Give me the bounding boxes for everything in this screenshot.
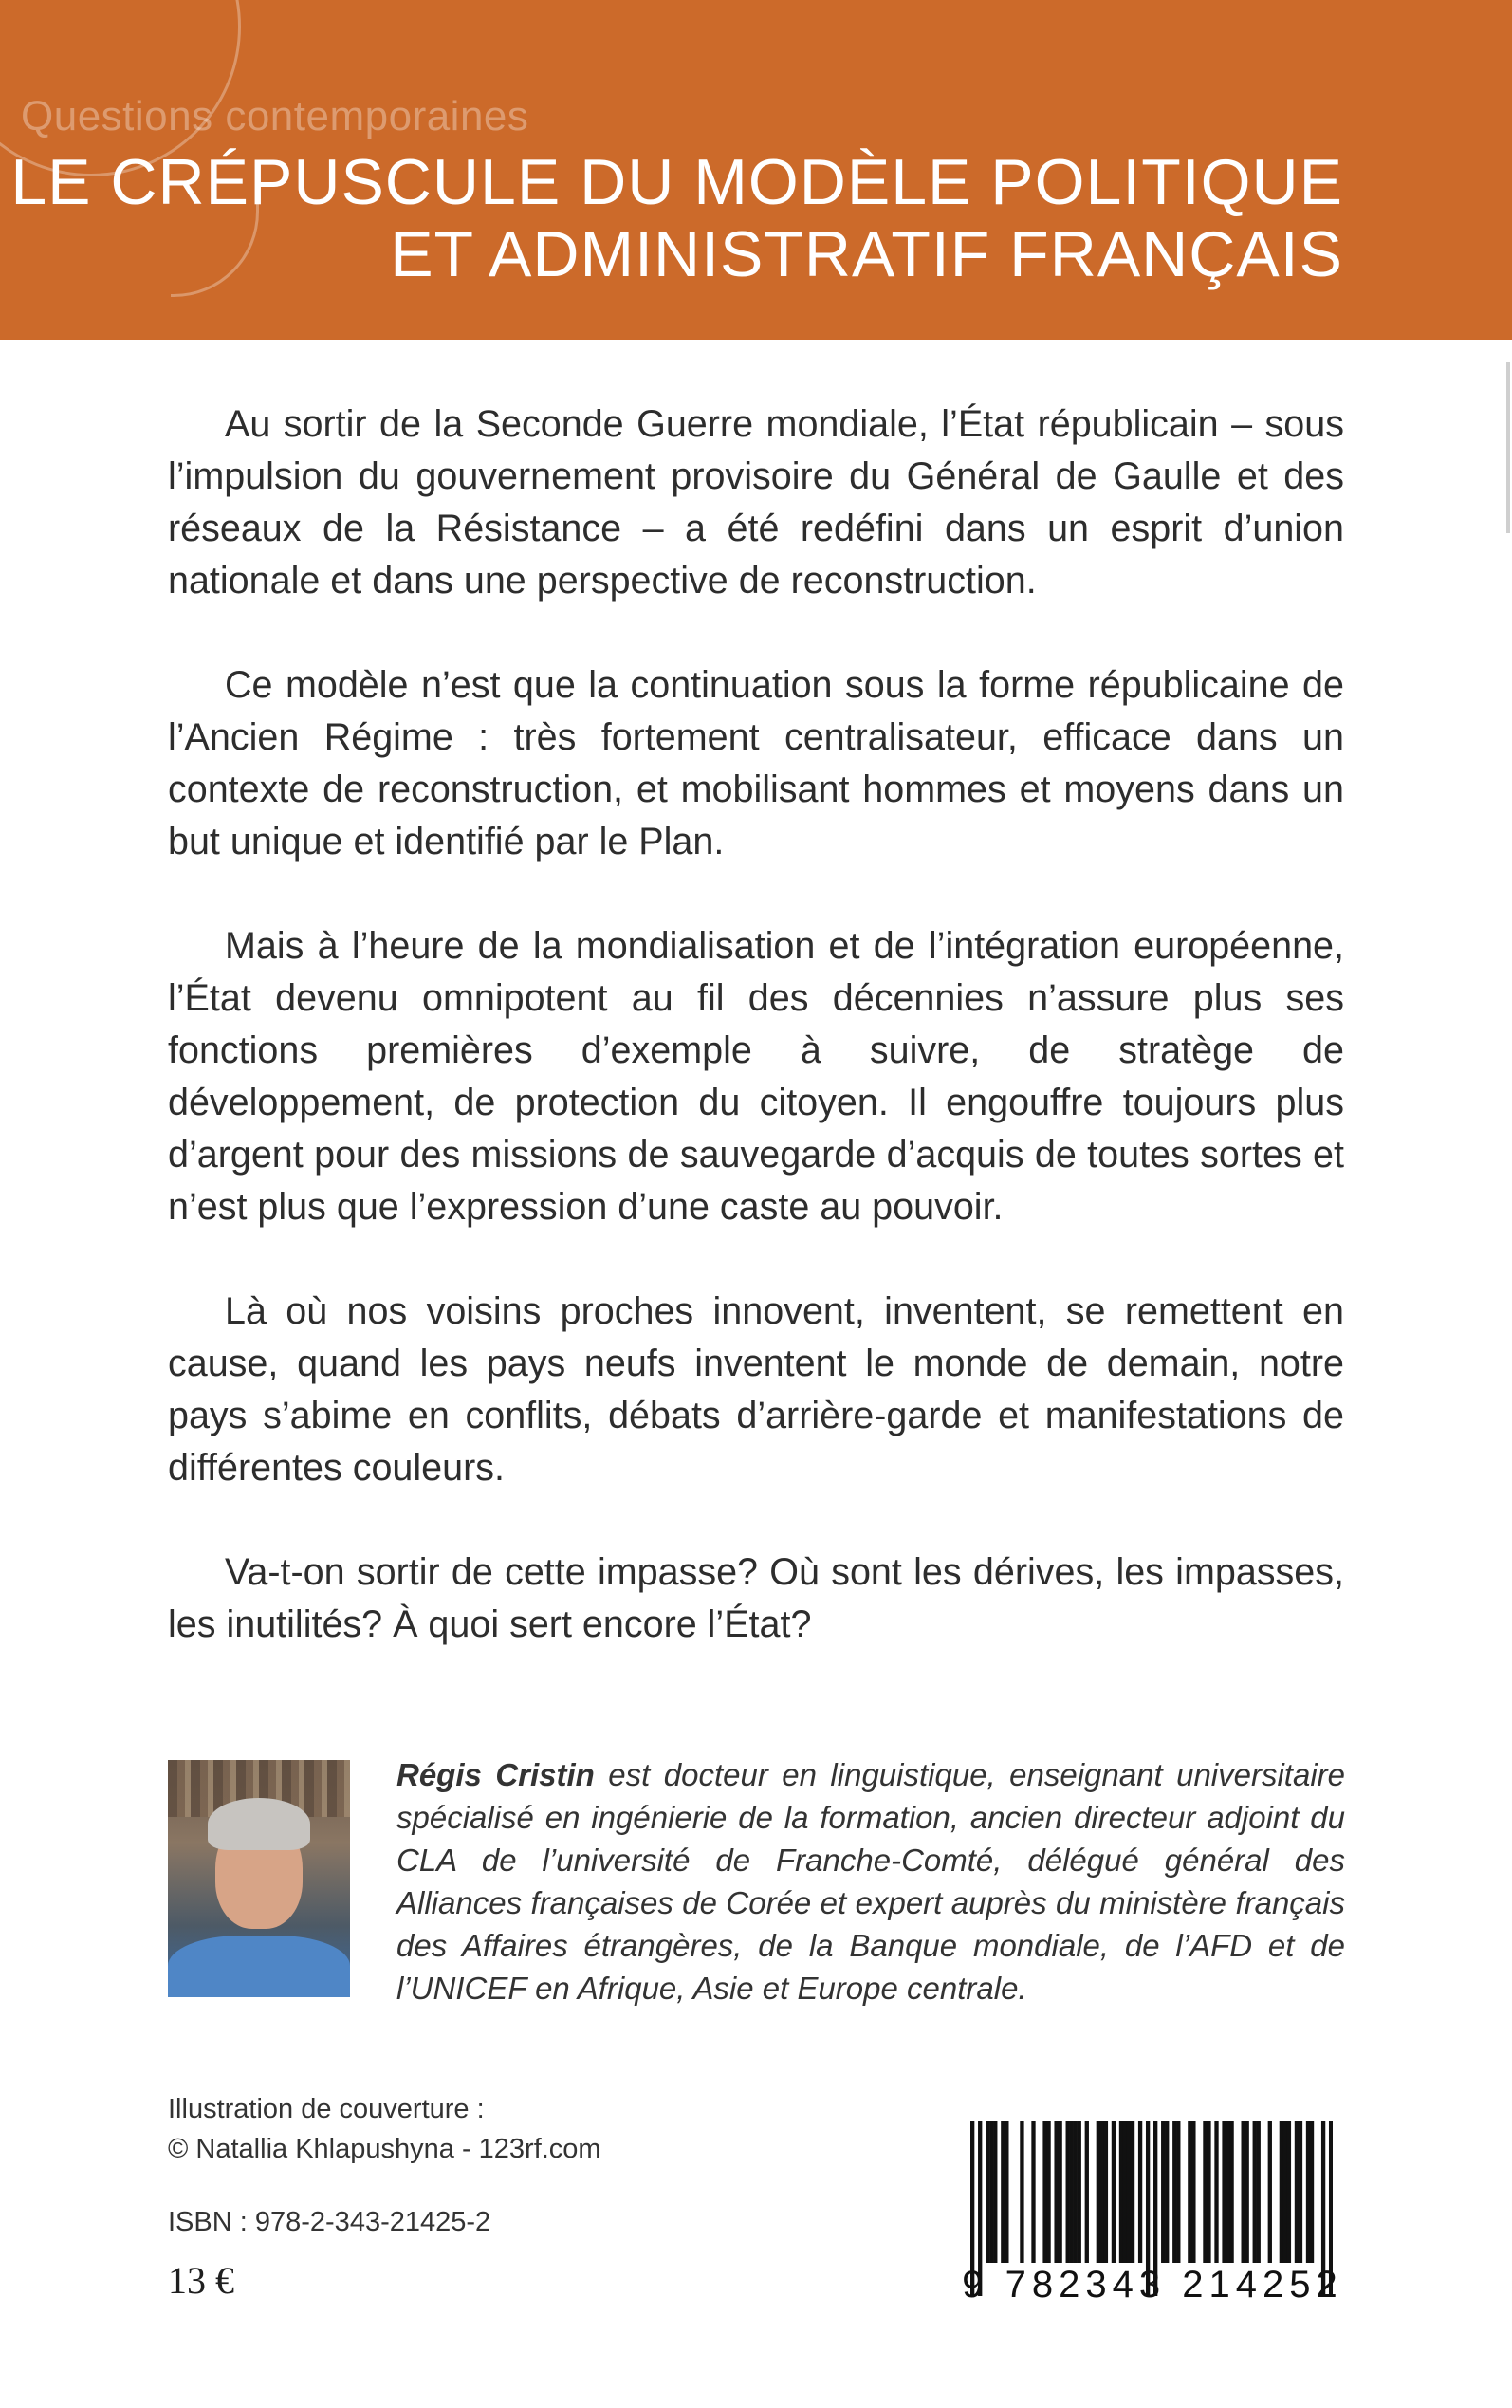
barcode-bar bbox=[1299, 2121, 1302, 2263]
barcode-bar bbox=[1229, 2121, 1233, 2263]
author-bio-text: est docteur en linguistique, enseignant universitaire spécialisé en ingénierie de la formation, ancien directeur adjoint du CLA de l’université de Franche-Comté, délégué général des Alliances françaises de Corée et expert auprès du ministère français des Affaires étrangères, de la Banque mondiale, de l’AFD et de l’UNICEF en Afrique, Asie et Europe centrale. bbox=[396, 1757, 1345, 2006]
barcode-bar bbox=[1100, 2121, 1104, 2263]
isbn: ISBN : 978-2-343-21425-2 bbox=[168, 2207, 491, 2237]
barcode-bar bbox=[1165, 2121, 1169, 2263]
barcode-bar bbox=[1046, 2121, 1050, 2263]
barcode-bar bbox=[1172, 2121, 1176, 2263]
barcode-bar bbox=[986, 2121, 989, 2263]
author-name: Régis Cristin bbox=[396, 1757, 595, 1792]
barcode-bar bbox=[1078, 2121, 1081, 2263]
barcode-bar bbox=[1058, 2121, 1061, 2263]
barcode-bar bbox=[1066, 2121, 1070, 2263]
barcode-bar bbox=[993, 2121, 997, 2263]
barcode-bar bbox=[1295, 2121, 1299, 2263]
book-title-line-1: LE CRÉPUSCULE DU MODÈLE POLITIQUE bbox=[10, 145, 1343, 218]
barcode-bar bbox=[1085, 2121, 1089, 2263]
barcode-bar bbox=[1280, 2121, 1283, 2263]
barcode-bar bbox=[1161, 2121, 1165, 2263]
barcode-bar bbox=[1287, 2121, 1291, 2263]
barcode-bar bbox=[1104, 2121, 1108, 2263]
barcode-bar bbox=[1257, 2121, 1261, 2263]
author-hair bbox=[208, 1798, 310, 1850]
blurb-paragraph: Au sortir de la Seconde Guerre mondiale, l’État républicain – sous l’impulsion du gouvernement provisoire du Général de Gaulle et des réseaux de la Résistance – a été redéfini dans un esprit d’union nationale et dans une perspective de reconstruction. bbox=[168, 403, 1344, 602]
barcode-bar bbox=[1001, 2121, 1005, 2263]
author-shirt bbox=[168, 1936, 350, 1997]
barcode-bar bbox=[1176, 2121, 1180, 2263]
barcode-bar bbox=[1268, 2121, 1272, 2263]
price: 13 € bbox=[168, 2259, 234, 2302]
series-name: Questions contemporaines bbox=[21, 93, 529, 139]
barcode-bar bbox=[1031, 2121, 1035, 2263]
barcode-bar bbox=[1123, 2121, 1127, 2263]
barcode-bar bbox=[1191, 2121, 1195, 2263]
book-title bbox=[10, 146, 1343, 290]
barcode-number: 9 782343 214252 bbox=[962, 2264, 1343, 2306]
barcode-bar bbox=[1214, 2121, 1218, 2263]
barcode-bar bbox=[1127, 2121, 1131, 2263]
barcode-bar bbox=[1188, 2121, 1191, 2263]
barcode-bar bbox=[1112, 2121, 1116, 2263]
blurb-paragraph: Va-t-on sortir de cette impasse? Où sont les dérives, les impasses, les inutilités? À quoi sert encore l’État? bbox=[168, 1551, 1344, 1645]
barcode-bar bbox=[1226, 2121, 1229, 2263]
barcode-bar bbox=[1283, 2121, 1287, 2263]
back-cover-blurb bbox=[168, 398, 1344, 1703]
barcode-bar bbox=[1203, 2121, 1207, 2263]
author-bio bbox=[396, 1753, 1345, 2010]
barcode-bar bbox=[1241, 2121, 1245, 2263]
barcode-bar bbox=[1042, 2121, 1046, 2263]
barcode-bar bbox=[1245, 2121, 1249, 2263]
barcode-bar bbox=[1119, 2121, 1123, 2263]
illustration-credit bbox=[168, 2089, 601, 2169]
barcode-bar bbox=[1070, 2121, 1074, 2263]
barcode-bar bbox=[1131, 2121, 1134, 2263]
barcode-bar bbox=[1207, 2121, 1210, 2263]
author-photo bbox=[168, 1760, 350, 1997]
barcode-bar bbox=[1138, 2121, 1142, 2263]
barcode-bar bbox=[1310, 2121, 1314, 2263]
barcode-bar bbox=[989, 2121, 993, 2263]
barcode-bar bbox=[1222, 2121, 1226, 2263]
barcode-bar bbox=[1054, 2121, 1058, 2263]
barcode-bar bbox=[1306, 2121, 1310, 2263]
barcode-bar bbox=[1020, 2121, 1023, 2263]
barcode-bar bbox=[1097, 2121, 1100, 2263]
blurb-paragraph: Mais à l’heure de la mondialisation et de l’intégration européenne, l’État devenu omnipotent au fil des décennies n’assure plus ses fonctions premières d’exemple à suivre, de stratège de développement, de protection du citoyen. Il engouffre toujours plus d’argent pour des missions de sauvegarde d’acquis de toutes sortes et n’est plus que l’expression d’une caste au pouvoir. bbox=[168, 925, 1344, 1228]
illustration-credit-text: © Natallia Khlapushyna - 123rf.com bbox=[168, 2134, 601, 2164]
edge-rule bbox=[1506, 362, 1510, 533]
blurb-paragraph: Ce modèle n’est que la continuation sous la forme républicaine de l’Ancien Régime : très fortement centralisateur, efficace dans un contexte de reconstruction, et mobilisant hommes et moyens dans un but unique et identifié par le Plan. bbox=[168, 664, 1344, 862]
book-title-line-2: ET ADMINISTRATIF FRANÇAIS bbox=[390, 217, 1343, 290]
barcode-bar bbox=[1005, 2121, 1008, 2263]
cover-header-band bbox=[0, 0, 1512, 340]
illustration-label: Illustration de couverture : bbox=[168, 2094, 485, 2124]
barcode-bar bbox=[1253, 2121, 1257, 2263]
barcode-bar bbox=[1074, 2121, 1078, 2263]
blurb-paragraph: Là où nos voisins proches innovent, inventent, se remettent en cause, quand les pays neufs inventent le monde de demain, notre pays s’abime en conflits, débats d’arrière-garde et manifestations de différentes couleurs. bbox=[168, 1290, 1344, 1489]
